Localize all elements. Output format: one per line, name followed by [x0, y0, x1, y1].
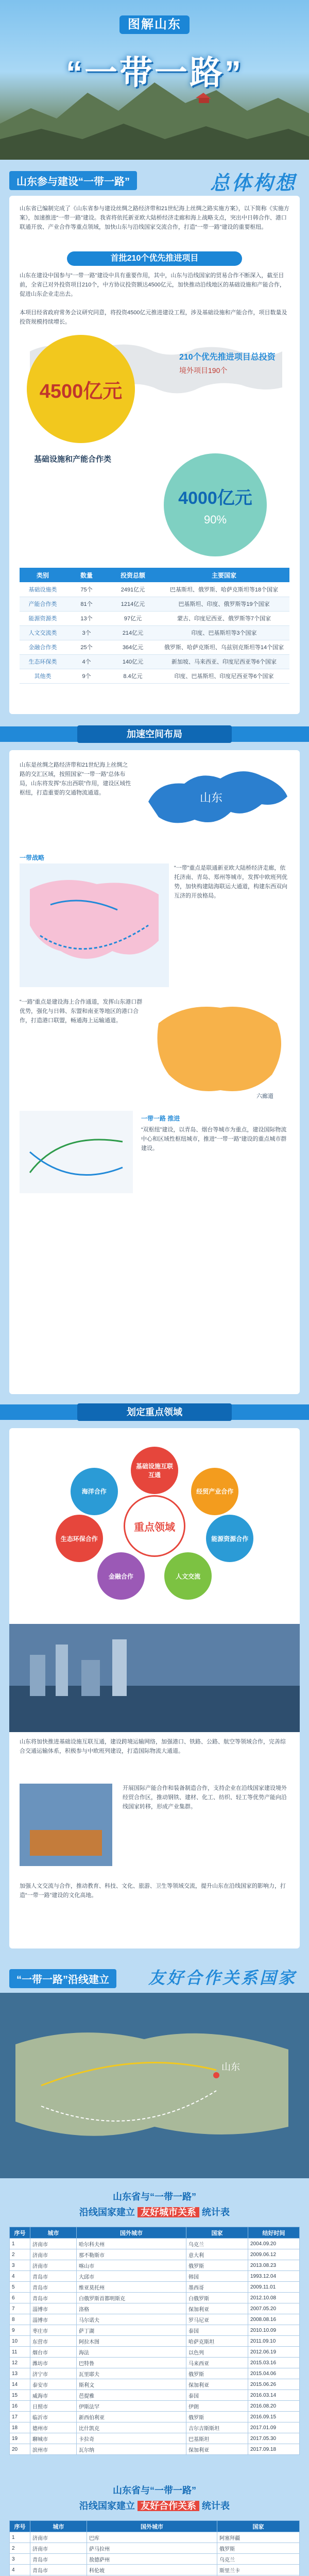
table1-cell: 2016.09.15	[248, 2412, 300, 2422]
table1-cell: 13	[10, 2368, 30, 2379]
china-map	[148, 992, 290, 1106]
table1-cell: 新西伯利亚	[77, 2412, 186, 2422]
focus-text1: 山东将加快推进基础设施互联互通，建设跨境运输网络，加强港口、铁路、公路、航空等领域合作，完善综合交通运输体系，积极参与中欧班列建设，打造国际物流大通道。	[20, 1739, 286, 1754]
friendly-cooperation-table	[9, 2520, 300, 2576]
table1-cell: 12	[10, 2358, 30, 2368]
table2-heading	[0, 2483, 309, 2512]
table2-header-cell: 国外城市	[87, 2521, 217, 2532]
table1-cell: 萨丁湖	[77, 2325, 186, 2336]
stats-cell: 生态环保类	[20, 654, 66, 669]
friends-banner-left: “一带一路”沿线建立	[9, 1969, 116, 1988]
table1-cell: 15	[10, 2390, 30, 2401]
friends-banner	[0, 1962, 309, 1991]
table1-cell: 韩国	[186, 2271, 248, 2282]
table1-row	[10, 2249, 300, 2260]
stats-cell: 214亿元	[107, 625, 159, 640]
stats-row	[20, 625, 289, 640]
focus-item-bubble	[206, 1515, 253, 1562]
stats-row	[20, 597, 289, 611]
asia-map	[20, 863, 169, 987]
table2-row	[10, 2554, 300, 2565]
table1-cell: 3	[10, 2260, 30, 2271]
stats-row	[20, 640, 289, 654]
focus-item-label: 金融合作	[108, 1572, 133, 1580]
table1-cell: 6	[10, 2293, 30, 2303]
table2-cell: 济南市	[30, 2543, 87, 2554]
table1-cell: 泰国	[186, 2325, 248, 2336]
table1-row	[10, 2401, 300, 2412]
overview-para3: 本项目经省政府常务会议研究同意，将投资4500亿元推进建设工程，涉及基础设施和产能合作，项目数量及投资规模持续增长。	[20, 310, 287, 325]
table1-cell: 枣庄市	[30, 2325, 77, 2336]
table2-heading-prefix: 沿线国家建立	[79, 2501, 135, 2511]
table1-cell: 16	[10, 2401, 30, 2412]
table2-heading-line1: 山东省与“一带一路”	[113, 2485, 196, 2496]
table1-cell: 2	[10, 2249, 30, 2260]
table1-cell: 7	[10, 2303, 30, 2314]
table1-cell: 淄博市	[30, 2314, 77, 2325]
table1-heading-line1: 山东省与“一带一路”	[113, 2192, 196, 2202]
table1-cell: 2011.09.10	[248, 2336, 300, 2347]
table2-cell: 4	[10, 2565, 30, 2575]
hero-title: “一带一路”	[66, 54, 243, 91]
table1-cell: 洛格	[77, 2303, 186, 2314]
table1-row	[10, 2444, 300, 2455]
stats-cell: 1214亿元	[107, 597, 159, 611]
table1-cell: 2009.06.12	[248, 2249, 300, 2260]
table1-cell: 青岛市	[30, 2293, 77, 2303]
table1-cell: 俄罗斯	[186, 2412, 248, 2422]
table1-row	[10, 2325, 300, 2336]
table1-cell: 威海市	[30, 2390, 77, 2401]
table1-cell: 1	[10, 2239, 30, 2249]
focus-center	[124, 1495, 185, 1557]
table2-cell: 青岛市	[30, 2554, 87, 2565]
table1-cell: 2012.06.19	[248, 2347, 300, 2358]
table1-cell: 东营市	[30, 2336, 77, 2347]
stats-cell: 4个	[66, 654, 107, 669]
table1-cell: 哈尔科夫州	[77, 2239, 186, 2249]
table1-cell: 济南市	[30, 2239, 77, 2249]
table1-cell: 泰国	[186, 2390, 248, 2401]
table2-cell: 2	[10, 2543, 30, 2554]
focus-item-bubble	[131, 1447, 178, 1494]
table2-cell: 3	[10, 2554, 30, 2565]
table1-cell: 俄罗斯	[186, 2260, 248, 2271]
table1-cell: 2017.09.18	[248, 2444, 300, 2455]
table1-cell: 维亚莫托州	[77, 2282, 186, 2293]
belt-text: “一带”重点是联通新亚欧大陆桥经济走廊，依托济南、青岛、郑州等城市，发挥中欧班列优势，加快构建陆海联运大通道，构建东西双向互济的开放格局。	[174, 865, 287, 899]
table1-cell: 保加利亚	[186, 2303, 248, 2314]
table1-row	[10, 2358, 300, 2368]
stats-cell: 364亿元	[107, 640, 159, 654]
friends-map	[0, 1993, 309, 2178]
table2-cell: 敖德萨州	[87, 2554, 217, 2565]
stats-cell: 3个	[66, 625, 107, 640]
corridor-text: “双枢纽”建设，以青岛、烟台等城市为重点，建设国际物流中心和区域性枢纽城市，推进“一带一路”建设的重点城市群建设。	[141, 1127, 287, 1151]
table1-cell: 2008.08.16	[248, 2314, 300, 2325]
map-label-corridors: 六廊道	[256, 1093, 273, 1099]
table1-cell: 滨州市	[30, 2444, 77, 2455]
overview-para2: 山东在建设中国参与“一带一路”建设中具有重要作用，其中，山东与沿线国家的贸易合作不断深入，截至目前，全省已对外投资项目210个，中方协议投资额达4500亿元，加快推动沿线地区的基础设施和产能合作，促进山东企业走出去。	[20, 273, 285, 297]
focus-item-label: 人文交流	[176, 1572, 201, 1580]
focus-item-bubble	[97, 1552, 145, 1600]
invest-note-line2: 境外项目190个	[179, 366, 228, 375]
table1-cell: 济宁市	[30, 2368, 77, 2379]
stats-cell: 巴基斯坦、俄罗斯、哈萨克斯坦等18个国家	[159, 582, 289, 597]
stats-cell: 25个	[66, 640, 107, 654]
table1-cell: 青岛市	[30, 2282, 77, 2293]
table2-row	[10, 2565, 300, 2575]
stats-row	[20, 611, 289, 625]
table1-cell: 2007.05.20	[248, 2303, 300, 2314]
table2-cell: 济南市	[30, 2532, 87, 2543]
focus-item-label: 生态环保合作	[60, 1535, 98, 1543]
table1-row	[10, 2390, 300, 2401]
table1-cell: 马尔诺夫	[77, 2314, 186, 2325]
focus-item-label: 基础设施互联互通	[136, 1463, 174, 1479]
table1-row	[10, 2433, 300, 2444]
table1-cell: 乌克兰	[186, 2239, 248, 2249]
table1-row	[10, 2379, 300, 2390]
table1-cell: 哈萨克斯坦	[186, 2336, 248, 2347]
stats-row	[20, 582, 289, 597]
shandong-map-label: 山东	[200, 791, 223, 804]
table1-header-row	[10, 2227, 300, 2239]
section-banner-overview	[0, 164, 309, 193]
table1-cell: 9	[10, 2325, 30, 2336]
table1-cell: 马来西亚	[186, 2358, 248, 2368]
table1-cell: 以色列	[186, 2347, 248, 2358]
focus-item-bubble	[191, 1468, 238, 1515]
hero-badge: 图解山东	[119, 15, 190, 34]
table1-cell: 伊朗	[186, 2401, 248, 2412]
stats-header-cell: 投资总额	[107, 568, 159, 582]
table1-row	[10, 2293, 300, 2303]
stats-header-row	[20, 568, 289, 582]
table1-cell: 俄罗斯	[186, 2368, 248, 2379]
table1-row	[10, 2271, 300, 2282]
invest-label: 首批210个优先推进项目	[67, 251, 242, 266]
stats-cell: 产能合作类	[20, 597, 66, 611]
table1-header-cell: 序号	[10, 2227, 30, 2239]
table1-cell: 2009.11.01	[248, 2282, 300, 2293]
table1-cell: 墨西哥	[186, 2282, 248, 2293]
table1-cell: 2012.10.08	[248, 2293, 300, 2303]
table1-cell: 烟台市	[30, 2347, 77, 2358]
table1-cell: 青岛市	[30, 2271, 77, 2282]
table2-heading-tail: 统计表	[202, 2501, 230, 2511]
stats-row	[20, 669, 289, 683]
focus-item-bubble	[164, 1552, 212, 1600]
table1-cell: 白俄罗斯	[186, 2293, 248, 2303]
table1-cell: 比什凯克	[77, 2422, 186, 2433]
table1-cell: 泰安市	[30, 2379, 77, 2390]
table1-cell: 聊城市	[30, 2433, 77, 2444]
table1-header-cell: 国家	[186, 2227, 248, 2239]
table1-body	[10, 2239, 300, 2455]
table1-cell: 2017.05.30	[248, 2433, 300, 2444]
stats-header-cell: 类别	[20, 568, 66, 582]
layout-title: 加速空间布局	[77, 725, 232, 743]
invest-note-line1: 210个优先推进项目总投资	[179, 353, 276, 362]
overview-intro: 山东省已编制完成了《山东省参与建设丝绸之路经济带和21世纪海上丝绸之路实施方案》，以下简称《实施方案》，加速推进“一带一路”建设。我省将依托新亚欧大陆桥经济走廊和海上战略支点，突出中日韩合作、港口联通开放、产业合作等重点领域，加快山东与沿线国家交流合作，打造“一带一路”建设的重要枢纽。	[20, 206, 289, 230]
table2-body	[10, 2532, 300, 2576]
table1-cell: 阿拉木图	[77, 2336, 186, 2347]
infra-bubble	[164, 453, 267, 556]
stats-cell: 2491亿元	[107, 582, 159, 597]
table1-row	[10, 2336, 300, 2347]
focus-item-bubble	[56, 1515, 103, 1562]
table1-cell: 大邱市	[77, 2271, 186, 2282]
stats-cell: 蒙古、印度尼西亚、俄罗斯等7个国家	[159, 611, 289, 625]
stats-cell: 其他类	[20, 669, 66, 683]
table1-cell: 那不勒斯市	[77, 2249, 186, 2260]
table1-cell: 德州市	[30, 2422, 77, 2433]
stats-table-body	[20, 582, 289, 683]
table1-cell: 淄博市	[30, 2303, 77, 2314]
table1-cell: 2015.03.16	[248, 2358, 300, 2368]
focus-text3: 加强人文交流与合作，推动教育、科技、文化、旅游、卫生等领域交流，提升山东在沿线国家的影响力，打造“一带一路”建设的文化高地。	[20, 1883, 286, 1899]
table1-cell: 海法	[77, 2347, 186, 2358]
infra-label: 基础设施和产能合作类	[34, 455, 112, 464]
stats-cell: 基础设施类	[20, 582, 66, 597]
port-photo	[20, 1784, 112, 1866]
table1-cell: 卡拉奇	[77, 2433, 186, 2444]
stats-cell: 能源资源类	[20, 611, 66, 625]
table1-heading-tail: 统计表	[202, 2207, 230, 2217]
table1-cell: 2017.01.09	[248, 2422, 300, 2433]
table2-cell: 阿塞拜疆	[217, 2532, 300, 2543]
table1-row	[10, 2422, 300, 2433]
stats-cell: 140亿元	[107, 654, 159, 669]
table1-cell: 10	[10, 2336, 30, 2347]
table1-cell: 8	[10, 2314, 30, 2325]
stats-header-cell: 主要国家	[159, 568, 289, 582]
friendship-city-table	[9, 2227, 300, 2455]
table1-cell: 2015.04.06	[248, 2368, 300, 2379]
stats-cell: 金融合作类	[20, 640, 66, 654]
table1-cell: 保加利亚	[186, 2444, 248, 2455]
table1-heading	[0, 2190, 309, 2218]
invest-note	[179, 350, 287, 376]
corridor-map	[20, 1111, 133, 1193]
table1-cell: 2015.06.26	[248, 2379, 300, 2390]
table1-cell: 2013.08.23	[248, 2260, 300, 2271]
stats-cell: 印度、巴基斯坦、印度尼西亚等6个国家	[159, 669, 289, 683]
table2-cell: 乌克兰	[217, 2554, 300, 2565]
table1-row	[10, 2239, 300, 2249]
banner-right-title: 总体构想	[210, 173, 297, 194]
focus-panel	[9, 1428, 300, 1948]
friends-banner-right: 友好合作关系国家	[148, 1969, 297, 1987]
table1-cell: 日照市	[30, 2401, 77, 2412]
table1-cell: 芭提雅	[77, 2390, 186, 2401]
road-text: “一路”重点是建设海上合作通道，发挥山东港口群优势，强化与日韩、东盟和南亚等地区的港口合作，打造港口联盟，畅通海上运输通道。	[20, 999, 143, 1024]
stats-cell: 75个	[66, 582, 107, 597]
table1-wrap	[9, 2227, 300, 2455]
focus-item-label: 能源资源合作	[211, 1535, 249, 1543]
infra-pct: 90%	[203, 513, 227, 526]
table1-cell: 20	[10, 2444, 30, 2455]
table1-cell: 济南市	[30, 2260, 77, 2271]
table1-header-cell: 国外城市	[77, 2227, 186, 2239]
table1-cell: 巴基斯坦	[186, 2433, 248, 2444]
table1-heading-line2	[0, 2205, 309, 2218]
layout-panel	[9, 750, 300, 1394]
overview-panel	[9, 196, 300, 714]
table1-heading-highlight: 友好城市关系	[138, 2207, 199, 2217]
table1-cell: 2016.03.14	[248, 2390, 300, 2401]
stats-cell: 印度、巴基斯坦等3个国家	[159, 625, 289, 640]
table2-cell: 斯里兰卡	[217, 2565, 300, 2575]
table2-row	[10, 2532, 300, 2543]
table1-cell: 潍坊市	[30, 2358, 77, 2368]
table1-row	[10, 2282, 300, 2293]
table1-cell: 5	[10, 2282, 30, 2293]
stats-row	[20, 654, 289, 669]
table2-cell: 俄罗斯	[217, 2543, 300, 2554]
stats-table	[20, 568, 289, 684]
focus-item-label: 海洋合作	[81, 1488, 107, 1496]
corridor-title: 一带一路 推进	[141, 1115, 180, 1122]
table2-row	[10, 2543, 300, 2554]
table2-heading-line2	[0, 2499, 309, 2512]
table1-cell: 保加利亚	[186, 2379, 248, 2390]
stats-table-wrap	[20, 568, 289, 684]
table1-row	[10, 2303, 300, 2314]
table1-row	[10, 2260, 300, 2271]
table1-cell: 11	[10, 2347, 30, 2358]
table1-cell: 罗马尼亚	[186, 2314, 248, 2325]
table1-cell: 17	[10, 2412, 30, 2422]
table1-cell: 吉尔吉斯斯坦	[186, 2422, 248, 2433]
table2-cell: 巴库	[87, 2532, 217, 2543]
table1-cell: 18	[10, 2422, 30, 2433]
table1-cell: 白俄罗斯首都明斯克	[77, 2293, 186, 2303]
infra-value: 4000亿元	[178, 488, 252, 508]
stats-cell: 13个	[66, 611, 107, 625]
table2-header-cell: 序号	[10, 2521, 30, 2532]
stats-cell: 俄罗斯、哈萨克斯坦、乌兹别克斯坦等14个国家	[159, 640, 289, 654]
friends-map-label: 山东	[221, 2062, 240, 2072]
hero-header	[0, 0, 309, 160]
table1-header-cell: 城市	[30, 2227, 77, 2239]
table1-cell: 2010.10.09	[248, 2325, 300, 2336]
table1-cell: 14	[10, 2379, 30, 2390]
table1-row	[10, 2412, 300, 2422]
table1-cell: 济南市	[30, 2249, 77, 2260]
invest-total-value: 4500亿元	[39, 380, 123, 402]
stats-header-cell: 数量	[66, 568, 107, 582]
focus-title: 划定重点领域	[77, 1403, 232, 1421]
belt-title: 一带战略	[20, 854, 45, 861]
table2-header-cell: 城市	[30, 2521, 87, 2532]
stats-cell: 新加坡、马来西亚、印度尼西亚等6个国家	[159, 654, 289, 669]
focus-item-bubble	[71, 1468, 118, 1515]
city-photo	[9, 1624, 300, 1732]
table1-row	[10, 2347, 300, 2358]
focus-text2: 开展国际产能合作和装备制造合作，支持企业在沿线国家建设境外经贸合作区，推动钢铁、建材、化工、纺织、轻工等优势产能向沿线国家转移，形成产业集群。	[123, 1785, 287, 1810]
layout-para1: 山东是丝绸之路经济带和21世纪海上丝绸之路的交汇区域，按照国家“一带一路”总体布局，山东将发挥“东出西联”作用，建设区域性枢纽，打造重要的交通物流通道。	[20, 762, 131, 796]
table1-heading-prefix: 沿线国家建立	[79, 2207, 135, 2217]
table1-cell: 1993.12.04	[248, 2271, 300, 2282]
focus-center-label: 重点领域	[134, 1521, 175, 1533]
table2-heading-highlight: 友好合作关系	[138, 2501, 199, 2511]
table1-row	[10, 2368, 300, 2379]
table2-cell: 1	[10, 2532, 30, 2543]
table1-cell: 意大利	[186, 2249, 248, 2260]
table2-cell: 青岛市	[30, 2565, 87, 2575]
table1-row	[10, 2314, 300, 2325]
table1-cell: 2016.08.20	[248, 2401, 300, 2412]
stats-cell: 8.4亿元	[107, 669, 159, 683]
stats-cell: 人文交流类	[20, 625, 66, 640]
table1-cell: 临沂市	[30, 2412, 77, 2422]
stats-cell: 81个	[66, 597, 107, 611]
table1-cell: 伊斯法罕	[77, 2401, 186, 2412]
shandong-map	[138, 755, 293, 843]
stats-cell: 巴基斯坦、印度、俄罗斯等19个国家	[159, 597, 289, 611]
table1-cell: 斯利文	[77, 2379, 186, 2390]
table1-cell: 19	[10, 2433, 30, 2444]
focus-item-label: 经贸产业合作	[196, 1488, 234, 1496]
stats-cell: 9个	[66, 669, 107, 683]
table2-cell: 萨马拉州	[87, 2543, 217, 2554]
invest-total-bubble	[27, 335, 135, 443]
table1-cell: 4	[10, 2271, 30, 2282]
table1-cell: 2004.09.20	[248, 2239, 300, 2249]
table1-cell: 瓦里耶夫	[77, 2368, 186, 2379]
table2-wrap	[9, 2520, 300, 2576]
table2-cell: 科伦坡	[87, 2565, 217, 2575]
table1-cell: 巴特鲁	[77, 2358, 186, 2368]
table1-cell: 喀山市	[77, 2260, 186, 2271]
table2-header-row	[10, 2521, 300, 2532]
table1-cell: 瓦尔纳	[77, 2444, 186, 2455]
banner-left-label: 山东参与建设“一带一路”	[9, 171, 137, 190]
table1-header-cell: 结好时间	[248, 2227, 300, 2239]
stats-cell: 97亿元	[107, 611, 159, 625]
table2-header-cell: 国家	[217, 2521, 300, 2532]
